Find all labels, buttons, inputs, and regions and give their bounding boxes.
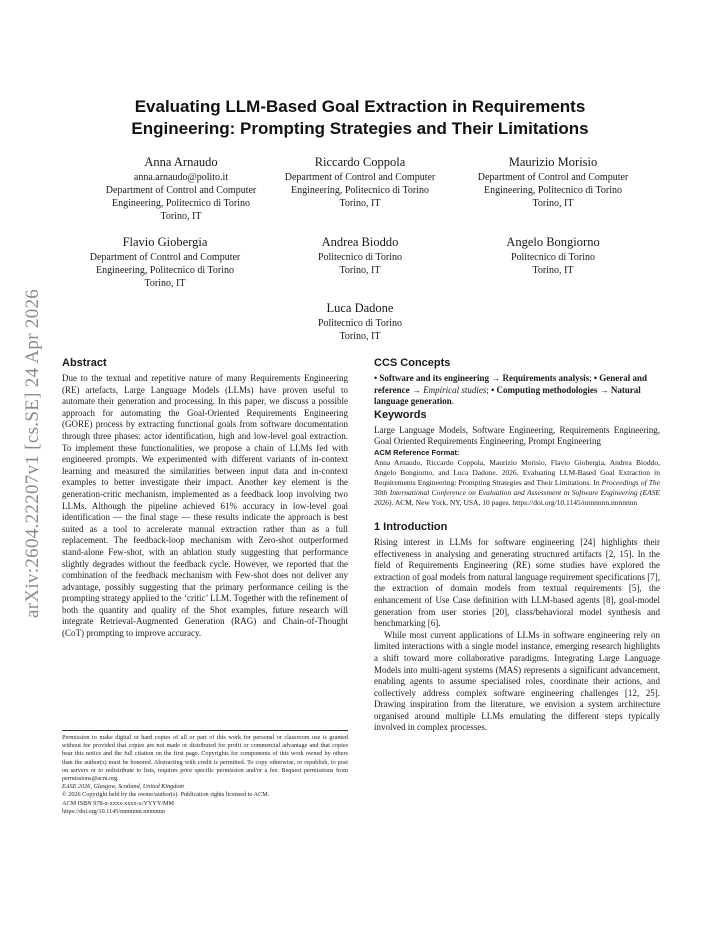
- author-affiliation: Engineering, Politecnico di Torino: [484, 185, 622, 196]
- author-name: Luca Dadone: [326, 301, 394, 315]
- ccs-term: • Software and its engineering → Requirements analysis: [374, 373, 590, 383]
- conference-venue: EASE 2026, Glasgow, Scotland, United Kingdom: [62, 783, 184, 791]
- author-email: anna.arnaudo@polito.it: [133, 172, 229, 183]
- author-affiliation: Department of Control and Computer: [477, 172, 629, 183]
- intro-paragraph-2: While most current applications of LLMs in software engineering rely on limited interactions with a single model instance, emerging research highlights a shift toward more collaborative paradigms. Integrating Large Language Models into multi-agent systems (MAS) represents a significant advancement, enabling agents to assume specialised roles, coordinate their actions, and collectively address complex software engineering challenges [12, 25]. Drawing inspiration from the literature, we envision a system architecture organised around multiple LLMs emulating the different steps typically involved in complex processes.: [374, 629, 660, 733]
- ccs-term: • General and reference →: [374, 373, 647, 395]
- author-location: Torino, IT: [339, 331, 381, 342]
- author-location: Torino, IT: [339, 198, 381, 209]
- author-location: Torino, IT: [532, 198, 574, 209]
- author-affiliation: Department of Control and Computer: [105, 185, 257, 196]
- ccs-heading: CCS Concepts: [374, 357, 451, 369]
- left-column: [62, 356, 348, 640]
- author-block: [267, 234, 453, 277]
- author-name: Flavio Giobergia: [122, 235, 208, 249]
- intro-paragraph-1: Rising interest in LLMs for software engineering [24] highlights their effectiveness in analysing and generating structured artifacts [2, 15]. In the field of Requirements Engineering (RE) some studies have explored the extraction of goal models from natural language requirement specifications [7], the extraction of domain models from textual requirements [5], the enhancement of Use Case definition with LLM-based agents [8], goal-model generation from user stories [20], class/behavioral model synthesis and benchmarking [6].: [374, 536, 660, 629]
- author-affiliation: Politecnico di Torino: [510, 252, 596, 263]
- title-line-2: Engineering: Prompting Strategies and Their Limitations: [131, 119, 589, 138]
- author-location: Torino, IT: [532, 265, 574, 276]
- doi-link[interactable]: https://doi.org/10.1145/nnnnnnn.nnnnnnn: [62, 807, 165, 815]
- author-location: Torino, IT: [160, 211, 202, 222]
- footnote-divider: [62, 730, 348, 731]
- permission-notice: Permission to make digital or hard copies of all or part of this work for personal or classroom use is granted without fee provided that copies are not made or distributed for profit or commercial advantage and that copies bear this notice and the full citation on the first page. Copyrights for components of this work owned by others than the author(s) must be honored. Abstracting with credit is permitted. To copy otherwise, or republish, to post on servers or to redistribute to lists, requires prior specific permission and/or a fee. Request permissions from permissions@acm.org.: [62, 734, 348, 783]
- author-block: [88, 154, 274, 223]
- abstract-heading: Abstract: [62, 357, 107, 369]
- author-name: Maurizio Morisio: [508, 155, 598, 169]
- author-affiliation: Politecnico di Torino: [317, 252, 403, 263]
- right-column: [374, 356, 660, 734]
- author-affiliation: Department of Control and Computer: [284, 172, 436, 183]
- author-affiliation: Engineering, Politecnico di Torino: [112, 198, 250, 209]
- author-block: [72, 234, 258, 290]
- author-name: Andrea Bioddo: [321, 235, 399, 249]
- ccs-term: • Computing methodologies → Natural language generation: [374, 384, 641, 407]
- ccs-separator: .: [451, 396, 454, 407]
- author-name: Riccardo Coppola: [314, 155, 406, 169]
- author-affiliation: Engineering, Politecnico di Torino: [96, 265, 234, 276]
- author-affiliation: Politecnico di Torino: [317, 318, 403, 329]
- keywords-heading: Keywords: [374, 408, 427, 421]
- reference-format-heading: ACM Reference Format:: [374, 447, 460, 457]
- author-name: Angelo Bongiorno: [506, 235, 600, 249]
- arxiv-stamp: arXiv:2604.22207v1 [cs.SE] 24 Apr 2026: [22, 288, 43, 618]
- author-name: Anna Arnaudo: [144, 155, 218, 169]
- abstract-text: Due to the textual and repetitive nature of many Requirements Engineering (RE) artefacts, Large Language Models (LLMs) have proven useful to automate their generation and processing. In this paper, we discuss a possible approach for automating the Goal-Oriented Requirements Engineering (GORE) process by extracting functional goals from software documentation through three phases: actor identification, high and low-level goal extraction. To implement these functionalities, we propose a chain of LLMs fed with engineered prompts. We experimented with different variants of in-context learning and measured the similarities between input data and in-context examples to better investigate their impact. Another key element is the generation-critic mechanism, implemented as a feedback loop involving two LLMs. Although the pipeline achieved 61% accuracy in low-level goal identification — the final stage — these results indicate the approach is best suited as a tool to accelerate manual extraction rather than as a full replacement. The feedback-loop mechanism with Zero-shot outperformed stand-alone Few-shot, with an ablation study suggesting that performance slightly degrades without the feedback cycle. However, we reported that the combination of the feedback mechanism with Few-shot does not deliver any advantage, possibly suggesting that the primary performance ceiling is the prompting strategy applied to the ‘critic’ LLM. Together with the refinement of both the quantity and quality of the Shot examples, future research will integrate Retrieval-Augmented Generation (RAG) and Chain-of-Thought (CoT) prompting to improve accuracy.: [62, 373, 348, 639]
- reference-text-end: ACM, New York, NY, USA, 10 pages. https://doi.org/10.1145/nnnnnnn.nnnnnnn: [393, 497, 638, 507]
- ccs-separator: ;: [589, 373, 592, 383]
- author-block: [267, 300, 453, 343]
- reference-text: Anna Arnaudo, Riccardo Coppola, Maurizio Morisio, Flavio Giobergia, Andrea Bioddo, Angelo Bongiorno, and Luca Dadone. 2026. Evaluating LLM-Based Goal Extraction in Requirements Engineering: Prompting Strategies and Their Limitations. In: [374, 457, 660, 487]
- author-affiliation: Department of Control and Computer: [89, 252, 241, 263]
- introduction-heading: 1 Introduction: [374, 520, 448, 533]
- reference-proceedings: Proceedings of The 30th International Conference on Evaluation and Assessment in Software Engineering (EASE 2026).: [374, 477, 661, 507]
- ccs-separator: ;: [486, 384, 492, 395]
- author-location: Torino, IT: [339, 265, 381, 276]
- paper-title: [62, 96, 658, 140]
- ccs-concepts: [374, 373, 660, 408]
- author-block: [460, 154, 646, 210]
- copyright-footnote: [62, 734, 348, 816]
- isbn-line: ACM ISBN 978-x-xxxx-xxxx-x/YYYY/MM: [62, 799, 175, 807]
- author-location: Torino, IT: [144, 278, 186, 289]
- author-block: [267, 154, 453, 210]
- ccs-term-italic: Empirical studies: [423, 384, 487, 395]
- title-line-1: Evaluating LLM-Based Goal Extraction in Requirements: [134, 97, 586, 116]
- reference-format: [374, 448, 660, 508]
- author-block: [460, 234, 646, 277]
- author-affiliation: Engineering, Politecnico di Torino: [291, 185, 429, 196]
- copyright-line: © 2026 Copyright held by the owner/author(s). Publication rights licensed to ACM.: [62, 791, 270, 799]
- keywords-text: Large Language Models, Software Engineering, Requirements Engineering, Goal Oriented Requirements Engineering, Prompt Engineering: [374, 424, 660, 447]
